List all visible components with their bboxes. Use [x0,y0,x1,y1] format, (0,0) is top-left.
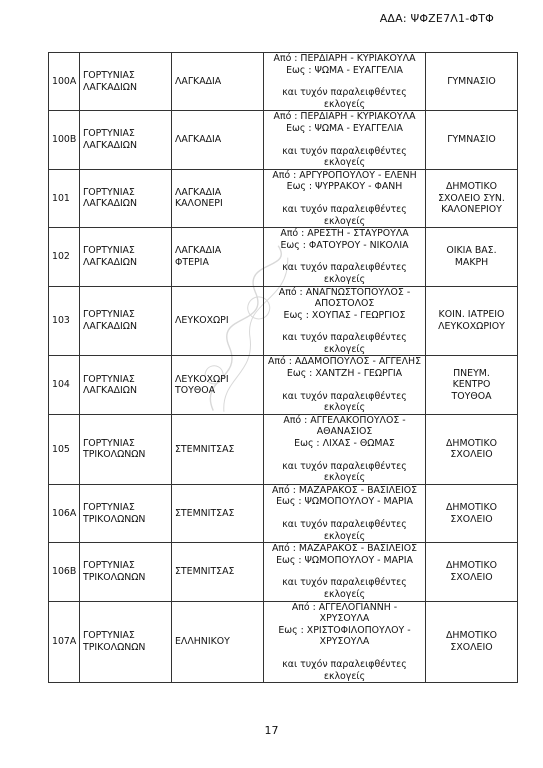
station-code: 103 [49,286,80,356]
table-row [49,228,518,286]
voter-range-cell [264,111,426,169]
venue-line: ΣΧΟΛΕΙΟ ΣΥΝ. [438,192,505,204]
voter-range-cell [264,286,426,356]
voter-range-line: Εως : ΛΙΧΑΣ - ΘΩΜΑΣ [294,438,395,450]
omitted-voters-note-line: εκλογείς [323,343,366,355]
voter-range-line: Από : ΑΔΑΜΟΠΟΥΛΟΣ - ΑΓΓΕΛΗΣ [267,356,421,368]
station-code: 102 [49,228,80,286]
municipal-unit-cell [80,543,172,601]
voter-range-cell [264,228,426,286]
voter-range-line: ΧΡΥΣΟΥΛΑ [319,636,370,648]
spacer [267,648,422,659]
venue-line: ΣΧΟΛΕΙΟ [450,449,493,461]
venue-cell [426,356,518,414]
venue-cell [426,286,518,356]
station-code: 106Α [49,484,80,542]
omitted-voters-note-line: εκλογείς [323,215,366,227]
omitted-voters-note-line: εκλογείς [323,402,366,414]
community-cell [172,543,264,601]
spacer [267,508,422,519]
community-cell [172,169,264,227]
omitted-voters-note-line: εκλογείς [323,98,366,110]
venue-line: ΣΧΟΛΕΙΟ [450,571,493,583]
municipal-unit-cell [80,414,172,484]
voter-range-line: Από : ΠΕΡΔΙΑΡΗ - ΚΥΡΙΑΚΟΥΛΑ [273,111,416,123]
spacer [267,251,422,262]
community-line: ΛΕΥΚΟΧΩΡΙ [175,373,229,385]
spacer [267,450,422,461]
community-line: ΛΑΓΚΑΔΙΑ [175,245,222,257]
community-cell [172,484,264,542]
municipal-unit-line: ΓΟΡΤΥΝΙΑΣ [83,437,135,449]
station-code: 104 [49,356,80,414]
omitted-voters-note-line: εκλογείς [323,157,366,169]
table-row [49,111,518,169]
municipal-unit-line: ΛΑΓΚΑΔΙΩΝ [83,198,137,210]
venue-line: ΜΑΚΡΗ [454,256,489,268]
municipal-unit-cell [80,286,172,356]
venue-line: ΣΧΟΛΕΙΟ [450,641,493,653]
omitted-voters-note-line: και τυχόν παραλειφθέντες [282,577,407,589]
community-cell [172,601,264,683]
omitted-voters-note-line: εκλογείς [323,472,366,484]
station-code: 106Β [49,543,80,601]
omitted-voters-note-line: εκλογείς [323,670,366,682]
omitted-voters-note-line: εκλογείς [323,588,366,600]
community-cell [172,53,264,111]
community-cell [172,414,264,484]
municipal-unit-line: ΤΡΙΚΟΛΩΝΩΝ [83,449,146,461]
venue-line: ΓΥΜΝΑΣΙΟ [447,134,496,146]
spacer [267,76,422,87]
community-line: ΛΑΓΚΑΔΙΑ [175,134,222,146]
municipal-unit-cell [80,169,172,227]
omitted-voters-note-line: και τυχόν παραλειφθέντες [282,332,407,344]
municipal-unit-cell [80,484,172,542]
venue-cell [426,543,518,601]
voter-range-line: Από : ΑΓΓΕΛΟΓΙΑΝΝΗ - [291,601,398,613]
table-row [49,53,518,111]
spacer [267,380,422,391]
omitted-voters-note-line: εκλογείς [323,530,366,542]
venue-line: ΤΟΥΘΟΑ [451,390,492,402]
omitted-voters-note-line: και τυχόν παραλειφθέντες [282,145,407,157]
station-code: 100Β [49,111,80,169]
community-cell [172,111,264,169]
municipal-unit-line: ΛΑΓΚΑΔΙΩΝ [83,81,137,93]
omitted-voters-note-line: και τυχόν παραλειφθέντες [282,203,407,215]
page-number: 17 [264,724,279,737]
venue-cell [426,53,518,111]
station-code: 105 [49,414,80,484]
municipal-unit-line: ΤΡΙΚΟΛΩΝΩΝ [83,513,146,525]
venue-line: ΔΗΜΟΤΙΚΟ [446,437,497,449]
municipal-unit-line: ΓΟΡΤΥΝΙΑΣ [83,128,135,140]
table-row [49,484,518,542]
voter-range-cell [264,169,426,227]
voter-range-cell [264,53,426,111]
station-code: 101 [49,169,80,227]
municipal-unit-line: ΓΟΡΤΥΝΙΑΣ [83,560,135,572]
voter-range-cell [264,543,426,601]
community-line: ΛΕΥΚΟΧΩΡΙ [175,315,229,327]
municipal-unit-line: ΓΟΡΤΥΝΙΑΣ [83,245,135,257]
municipal-unit-line: ΓΟΡΤΥΝΙΑΣ [83,630,135,642]
municipal-unit-cell [80,53,172,111]
omitted-voters-note-line: και τυχόν παραλειφθέντες [282,262,407,274]
municipal-unit-line: ΓΟΡΤΥΝΙΑΣ [83,186,135,198]
ada-code: ΑΔΑ: ΨΦΖΕ7Λ1-ΦΤΦ [379,12,494,25]
polling-stations-table [48,52,518,683]
spacer [267,321,422,332]
venue-line: ΔΗΜΟΤΙΚΟ [446,630,497,642]
municipal-unit-cell [80,356,172,414]
venue-line: ΓΥΜΝΑΣΙΟ [447,75,496,87]
municipal-unit-cell [80,228,172,286]
voter-range-line: Από : ΠΕΡΔΙΑΡΗ - ΚΥΡΙΑΚΟΥΛΑ [273,53,416,64]
community-cell [172,228,264,286]
voter-range-line: Από : ΑΡΕΣΤΗ - ΣΤΑΥΡΟΥΛΑ [280,228,409,240]
table-body [49,53,518,683]
voter-range-line: ΑΘΑΝΑΣΙΟΣ [316,426,373,438]
venue-cell [426,228,518,286]
voter-range-line: Εως : ΨΩΜΟΠΟΥΛΟΥ - ΜΑΡΙΑ [276,496,413,508]
municipal-unit-line: ΤΡΙΚΟΛΩΝΩΝ [83,571,146,583]
municipal-unit-line: ΛΑΓΚΑΔΙΩΝ [83,385,137,397]
station-code: 100Α [49,53,80,111]
voter-range-line: ΧΡΥΣΟΥΛΑ [319,613,370,625]
community-line: ΣΤΕΜΝΙΤΣΑΣ [175,507,235,519]
community-line: ΛΑΓΚΑΔΙΑ [175,75,222,87]
venue-line: ΚΑΛΟΝΕΡΙΟΥ [441,204,502,216]
municipal-unit-line: ΤΡΙΚΟΛΩΝΩΝ [83,641,146,653]
omitted-voters-note-line: και τυχόν παραλειφθέντες [282,658,407,670]
voter-range-line: Εως : ΦΑΤΟΥΡΟΥ - ΝΙΚΟΛΙΑ [280,239,409,251]
table-row [49,169,518,227]
voter-range-line: ΑΠΟΣΤΟΛΟΣ [314,298,375,310]
voter-range-line: Εως : ΧΡΙΣΤΟΦΙΛΟΠΟΥΛΟΥ - [278,624,411,636]
voter-range-cell [264,356,426,414]
venue-line: ΚΟΙΝ. ΙΑΤΡΕΙΟ [438,309,505,321]
table-row [49,286,518,356]
municipal-unit-line: ΓΟΡΤΥΝΙΑΣ [83,501,135,513]
venue-cell [426,414,518,484]
municipal-unit-line: ΛΑΓΚΑΔΙΩΝ [83,256,137,268]
community-line: ΕΛΛΗΝΙΚΟΥ [175,636,230,648]
community-line: ΤΟΥΘΟΑ [175,385,216,397]
omitted-voters-note-line: και τυχόν παραλειφθέντες [282,460,407,472]
spacer [267,135,422,146]
voter-range-line: Από : ΑΝΑΓΝΩΣΤΟΠΟΥΛΟΣ - [278,286,411,298]
voter-range-line: Εως : ΧΑΝΤΖΗ - ΓΕΩΡΓΙΑ [286,368,403,380]
community-line: ΣΤΕΜΝΙΤΣΑΣ [175,566,235,578]
community-line: ΛΑΓΚΑΔΙΑ [175,186,222,198]
municipal-unit-line: ΛΑΓΚΑΔΙΩΝ [83,320,137,332]
municipal-unit-line: ΛΑΓΚΑΔΙΩΝ [83,140,137,152]
venue-line: ΣΧΟΛΕΙΟ [450,513,493,525]
omitted-voters-note-line: εκλογείς [323,273,366,285]
voter-range-cell [264,414,426,484]
venue-cell [426,601,518,683]
table-row [49,414,518,484]
venue-cell [426,484,518,542]
municipal-unit-line: ΓΟΡΤΥΝΙΑΣ [83,70,135,82]
community-line: ΦΤΕΡΙΑ [175,256,209,268]
table-row [49,543,518,601]
venue-cell [426,111,518,169]
voter-range-line: Εως : ΨΥΡΡΑΚΟΥ - ΦΑΝΗ [286,181,403,193]
voter-range-line: Εως : ΨΩΜΟΠΟΥΛΟΥ - ΜΑΡΙΑ [276,554,413,566]
municipal-unit-cell [80,601,172,683]
table-row [49,601,518,683]
venue-cell [426,169,518,227]
municipal-unit-cell [80,111,172,169]
spacer [267,193,422,204]
voter-range-line: Από : ΑΓΓΕΛΑΚΟΠΟΥΛΟΣ - [283,414,406,426]
venue-line: ΔΗΜΟΤΙΚΟ [446,560,497,572]
municipal-unit-line: ΓΟΡΤΥΝΙΑΣ [83,309,135,321]
venue-line: ΔΗΜΟΤΙΚΟ [446,181,497,193]
venue-line: ΔΗΜΟΤΙΚΟ [446,501,497,513]
voter-range-line: Εως : ΨΩΜΑ - ΕΥΑΓΓΕΛΙΑ [286,64,403,76]
voter-range-line: Εως : ΧΟΥΠΑΣ - ΓΕΩΡΓΙΟΣ [283,309,406,321]
venue-line: ΟΙΚΙΑ ΒΑΣ. [446,245,497,257]
voter-range-cell [264,601,426,683]
omitted-voters-note-line: και τυχόν παραλειφθέντες [282,519,407,530]
community-line: ΚΑΛΟΝΕΡΙ [175,198,223,210]
table-row [49,356,518,414]
voter-range-line: Από : ΜΑΖΑΡΑΚΟΣ - ΒΑΣΙΛΕΙΟΣ [271,484,418,496]
venue-line: ΛΕΥΚΟΧΩΡΙΟΥ [438,320,505,332]
voter-range-line: Από : ΜΑΖΑΡΑΚΟΣ - ΒΑΣΙΛΕΙΟΣ [271,543,418,555]
voter-range-cell [264,484,426,542]
voter-range-line: Εως : ΨΩΜΑ - ΕΥΑΓΓΕΛΙΑ [286,122,403,134]
spacer [267,566,422,577]
community-line: ΣΤΕΜΝΙΤΣΑΣ [175,443,235,455]
community-cell [172,356,264,414]
omitted-voters-note-line: και τυχόν παραλειφθέντες [282,87,407,99]
omitted-voters-note-line: και τυχόν παραλειφθέντες [282,390,407,402]
station-code: 107Α [49,601,80,683]
community-cell [172,286,264,356]
municipal-unit-line: ΓΟΡΤΥΝΙΑΣ [83,373,135,385]
voter-range-line: Από : ΑΡΓΥΡΟΠΟΥΛΟΥ - ΕΛΕΝΗ [272,169,417,181]
venue-line: ΚΕΝΤΡΟ [452,379,491,391]
venue-line: ΠΝΕΥΜ. [453,367,490,379]
